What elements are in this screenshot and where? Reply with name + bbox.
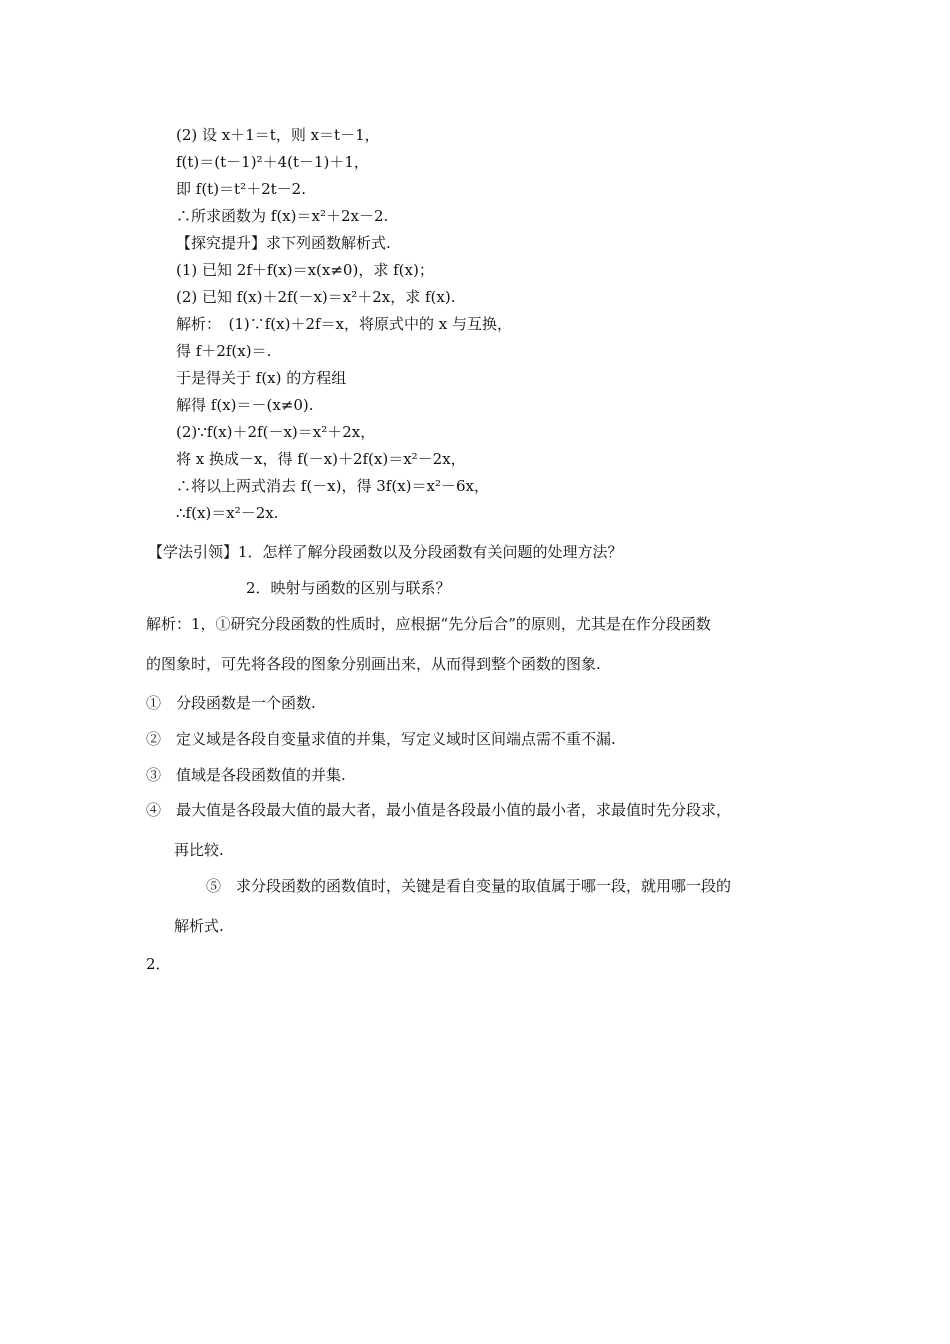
text-line: ∴所求函数为 f(x)＝x²＋2x－2. <box>176 207 389 225</box>
text-line: f(t)＝(t－1)²＋4(t－1)＋1， <box>176 153 369 171</box>
list-item: ② 定义域是各段自变量求值的并集，写定义域时区间端点需不重不漏. <box>146 730 616 748</box>
list-item: ① 分段函数是一个函数. <box>146 694 316 712</box>
section-heading: 【学法引领】1．怎样了解分段函数以及分段函数有关问题的处理方法？ <box>148 543 623 561</box>
text-line: 即 f(t)＝t²＋2t－2. <box>176 180 306 198</box>
text-line: 再比较. <box>174 841 224 859</box>
section-heading: 【探究提升】求下列函数解析式. <box>176 234 391 252</box>
text-line: (2) 已知 f(x)＋2f(－x)＝x²＋2x，求 f(x). <box>176 288 456 306</box>
text-line: 解析： (1)∵f(x)＋2f＝x，将原式中的 x 与互换， <box>176 315 513 333</box>
text-line: 的图象时，可先将各段的图象分别画出来，从而得到整个函数的图象. <box>146 655 601 673</box>
text-line: 解析：1，①研究分段函数的性质时，应根据“先分后合”的原则，尤其是在作分段函数 <box>146 615 711 633</box>
list-item: ③ 值域是各段函数值的并集. <box>146 766 346 784</box>
text-line: 解得 f(x)＝－(x≠0). <box>176 396 314 414</box>
text-line: (1) 已知 2f＋f(x)＝x(x≠0)，求 f(x)； <box>176 261 434 279</box>
list-item: ⑤ 求分段函数的函数值时，关键是看自变量的取值属于哪一段，就用哪一段的 <box>206 877 732 895</box>
list-item: ④ 最大值是各段最大值的最大者，最小值是各段最小值的最小者，求最值时先分段求， <box>146 801 732 819</box>
text-line: 2． <box>146 955 171 973</box>
text-line: (2) 设 x＋1＝t，则 x＝t－1， <box>176 126 380 144</box>
text-line: 将 x 换成－x，得 f(－x)＋2f(x)＝x²－2x， <box>176 450 466 468</box>
text-line: 解析式. <box>174 917 224 935</box>
text-line: (2)∵f(x)＋2f(－x)＝x²＋2x， <box>176 423 376 441</box>
text-line: ∴将以上两式消去 f(－x)，得 3f(x)＝x²－6x， <box>176 477 489 495</box>
text-line: 于是得关于 f(x) 的方程组 <box>176 369 347 387</box>
text-line: ∴f(x)＝x²－2x. <box>176 504 279 522</box>
text-line: 2．映射与函数的区别与联系？ <box>246 579 451 597</box>
text-line: 得 f＋2f(x)＝. <box>176 342 272 360</box>
